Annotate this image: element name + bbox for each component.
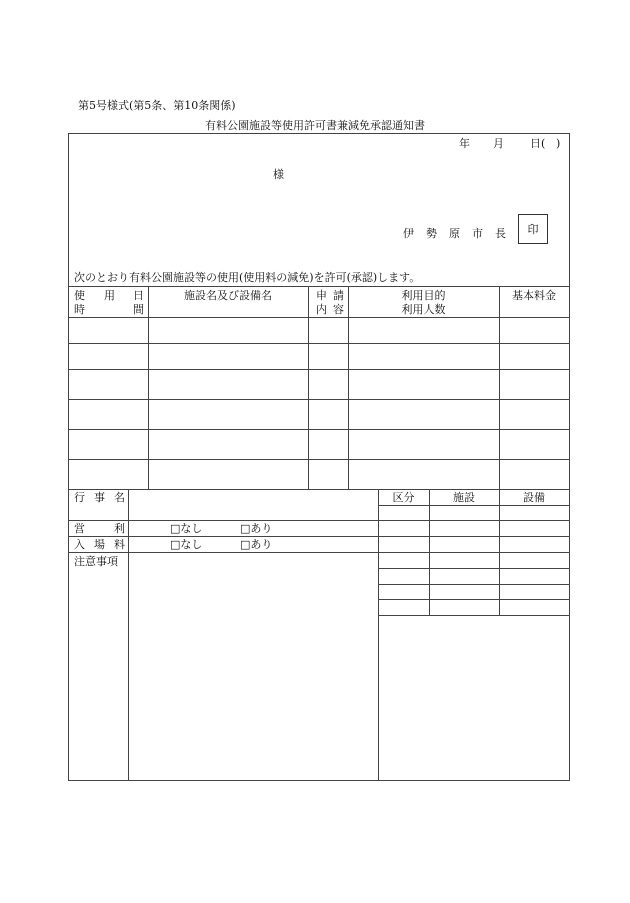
admission-label-2: 場 (94, 538, 105, 551)
issuer-char-2: 勢 (426, 227, 437, 240)
date-year: 年 (459, 137, 470, 150)
header-usage-time-5: 間 (133, 303, 144, 316)
table-col-line (499, 286, 500, 489)
event-name-label-1: 行 (74, 491, 85, 504)
table-bottom-line (68, 489, 570, 490)
header-purpose: 利用目的 (401, 289, 446, 302)
table-row-line (68, 343, 570, 344)
commercial-row-bottom-line (68, 536, 570, 537)
commercial-option-none[interactable]: □なし (170, 522, 203, 535)
fee-row-line (378, 584, 570, 585)
table-col-line (348, 286, 349, 489)
event-name-label-2: 事 (94, 491, 105, 504)
admission-option-yes[interactable]: □あり (240, 538, 273, 551)
table-row-line (68, 399, 570, 400)
header-facility: 施設名及び設備名 (184, 289, 272, 302)
admission-label-3: 料 (114, 538, 125, 551)
notes-label: 注意事項 (74, 555, 118, 568)
commercial-label-2: 利 (114, 522, 125, 535)
admission-label-1: 入 (74, 538, 85, 551)
frame-bottom-line (68, 780, 570, 781)
lower-mid-col-line (378, 489, 379, 780)
header-request-2: 請 (333, 289, 344, 302)
fee-header-equipment: 設備 (523, 491, 545, 504)
seal-box (518, 214, 548, 244)
fee-row-line (378, 568, 570, 569)
event-name-label-3: 名 (114, 491, 125, 504)
issuer-char-1: 伊 (403, 227, 414, 240)
table-row-line (68, 459, 570, 460)
commercial-label-1: 営 (74, 522, 85, 535)
table-col-line (148, 286, 149, 489)
header-request-1: 申 (316, 289, 327, 302)
fee-row-line (378, 615, 570, 616)
frame-top-line (68, 133, 570, 134)
lower-label-col-line (128, 489, 129, 780)
admission-option-none[interactable]: □なし (170, 538, 203, 551)
header-usage-time-4: 時 (74, 303, 85, 316)
header-usage-time-3: 日 (133, 289, 144, 302)
frame-right-line (569, 133, 570, 780)
header-request-4: 容 (333, 303, 344, 316)
fee-header-facility: 施設 (453, 491, 475, 504)
table-col-line (308, 286, 309, 489)
event-row-bottom-line (68, 520, 570, 521)
fee-row-line (378, 505, 570, 506)
statement: 次のとおり有料公園施設等の使用(使用料の減免)を許可(承認)します。 (74, 271, 421, 284)
table-top-line (68, 286, 570, 287)
date-day-close: ) (556, 137, 561, 150)
commercial-option-yes[interactable]: □あり (240, 522, 273, 535)
addressee-suffix: 様 (273, 168, 284, 181)
fee-row-line (378, 599, 570, 600)
header-request-3: 内 (316, 303, 327, 316)
header-basic-fee: 基本料金 (512, 289, 556, 302)
issuer-char-3: 原 (449, 227, 460, 240)
form-title: 有料公園施設等使用許可書兼減免承認通知書 (205, 119, 425, 132)
header-participants: 利用人数 (401, 303, 446, 316)
date-month: 月 (493, 137, 504, 150)
fee-header-category: 区分 (392, 491, 415, 504)
date-day: 日( (530, 137, 546, 150)
frame-left-line (68, 133, 69, 780)
issuer-char-5: 長 (495, 227, 506, 240)
table-row-line (68, 429, 570, 430)
admission-row-bottom-line (68, 552, 570, 553)
table-header-bottom-line (68, 317, 570, 318)
header-usage-time-1: 使 (74, 289, 85, 302)
table-row-line (68, 369, 570, 370)
form-number: 第5号様式(第5条、第10条関係) (78, 99, 236, 112)
seal-label: 印 (527, 223, 539, 236)
header-usage-time-2: 用 (104, 289, 115, 302)
issuer-char-4: 市 (472, 227, 483, 240)
